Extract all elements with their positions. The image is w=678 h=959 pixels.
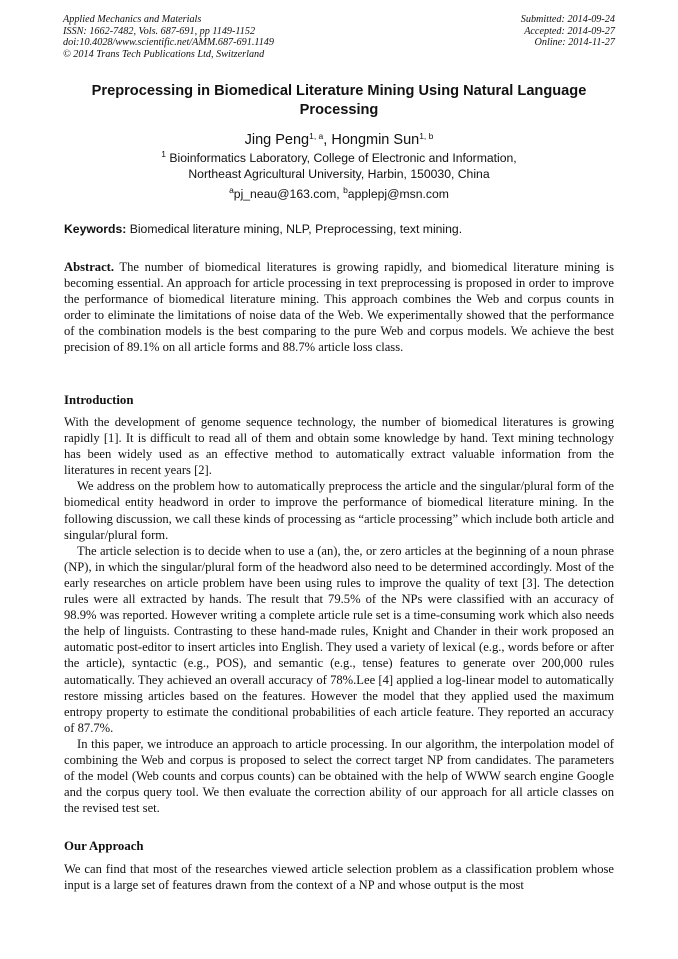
abstract-label: Abstract. xyxy=(64,260,115,274)
affiliation-line: Bioinformatics Laboratory, College of Electronic and Information, xyxy=(166,151,517,165)
approach-body xyxy=(64,861,614,893)
online-date: Online: 2014-11-27 xyxy=(534,37,615,49)
journal-name: Applied Mechanics and Materials xyxy=(63,14,202,25)
paragraph: We can find that most of the researches viewed article selection problem as a classification problem whose input is a large set of features drawn from the context of a NP and whose output is the most xyxy=(64,862,614,893)
introduction-body xyxy=(64,414,614,816)
journal-info xyxy=(63,14,274,60)
doi-line: doi:10.4028/www.scientific.net/AMM.687-691.1149 xyxy=(63,37,274,49)
email-mark: a xyxy=(229,185,234,195)
email-line xyxy=(0,186,678,202)
paragraph: The article selection is to decide when to use a (an), the, or zero articles at the beginning of a noun phrase (NP), in which the singular/plural form of the headword also need to be determined accordingly. Most of the early researches on article problem have been using rules to improve the quality of text [3]. The detection rules were all extracted by hands. The result that 79.5% of the NPs were classified with an accuracy of 98.9% was reported. However writing a complete article rule set is a time-consuming work which also needs the help of linguists. Contrasting to these hand-made rules, Knight and Chander in their work proposed an automatic post-editor to insert articles into English. They used a variety of lexical (e.g., words before or after the article), syntactic (e.g., POS), and semantic (e.g., tense) features to generate over 200,000 rules automatically. They achieved an overall accuracy of 78%.Lee [4] applied a log-linear model to automatically restore missing articles based on the features. However the model that they applied used the maximum entropy property to estimate the conditional probabilities of each article feature. They reported an accuracy of 87.7%. xyxy=(64,543,614,735)
issn-line: ISSN: 1662-7482, Vols. 687-691, pp 1149-1152 xyxy=(63,25,256,37)
author-name: Jing Peng xyxy=(244,132,310,148)
affiliation xyxy=(0,150,678,182)
copyright-line: © 2014 Trans Tech Publications Ltd, Switzerland xyxy=(63,48,265,60)
section-heading: Introduction xyxy=(64,393,134,407)
paragraph: With the development of genome sequence technology, the number of biomedical literatures is growing rapidly [1]. It is difficult to read all of them and obtain some knowledge by hand. Text mining technology has been widely used as an effective method to automatically extract valuable information from the literatures in recent years [2]. xyxy=(64,415,614,478)
affiliation-mark: 1 xyxy=(161,149,167,159)
abstract xyxy=(64,259,614,356)
keywords-label: Keywords: xyxy=(64,222,127,236)
author-name: Hongmin Sun xyxy=(331,132,420,148)
affiliation-line: Northeast Agricultural University, Harbin, 150030, China xyxy=(188,167,490,181)
keywords xyxy=(64,221,616,237)
accepted-date: Accepted: 2014-09-27 xyxy=(524,25,615,37)
author-affiliation-mark: 1, b xyxy=(419,131,434,141)
abstract-text: The number of biomedical literatures is growing rapidly, and biomedical literature mining is becoming essential. An approach for article processing in text preprocessing is proposed in order to improve the performance of biomedical literature mining. This approach combines the Web and corpus counts in order to eliminate the limitations of noise data of the Web. We experimentally showed that the performance of the combination models is the best comparing to the pure Web and corpus models. We achieve the best precision of 89.1% on all article forms and 88.7% article loss class. xyxy=(64,260,614,355)
email-address[interactable]: applepj@msn.com xyxy=(347,187,449,201)
authors-line xyxy=(0,131,678,149)
keywords-text: Biomedical literature mining, NLP, Preprocessing, text mining. xyxy=(126,222,463,236)
author-affiliation-mark: 1, a xyxy=(309,131,324,141)
paper-title: Preprocessing in Biomedical Literature Mining Using Natural Language Processing xyxy=(91,83,587,118)
submitted-date: Submitted: 2014-09-24 xyxy=(520,14,615,25)
paragraph: In this paper, we introduce an approach to article processing. In our algorithm, the interpolation model of combining the Web and corpus is proposed to select the correct target NP from candidates. The parameters of the model (Web counts and corpus counts) can be obtained with the help of WWW search engine Google and the corpus query tool. We then evaluate the correction ability of our approach for all article classes on the revised test set. xyxy=(64,736,614,816)
email-mark: b xyxy=(343,185,348,195)
section-heading: Our Approach xyxy=(64,839,144,853)
email-address[interactable]: pj_neau@163.com, xyxy=(233,187,344,201)
paragraph: We address on the problem how to automatically preprocess the article and the singular/plural form of the biomedical entity headword in order to improve the performance of biomedical literature mining. In the following discussion, we call these kinds of processing as “article processing” which include both article and singular/plural form. xyxy=(64,479,614,542)
dates-info xyxy=(521,14,615,49)
author-separator: , xyxy=(323,132,332,148)
